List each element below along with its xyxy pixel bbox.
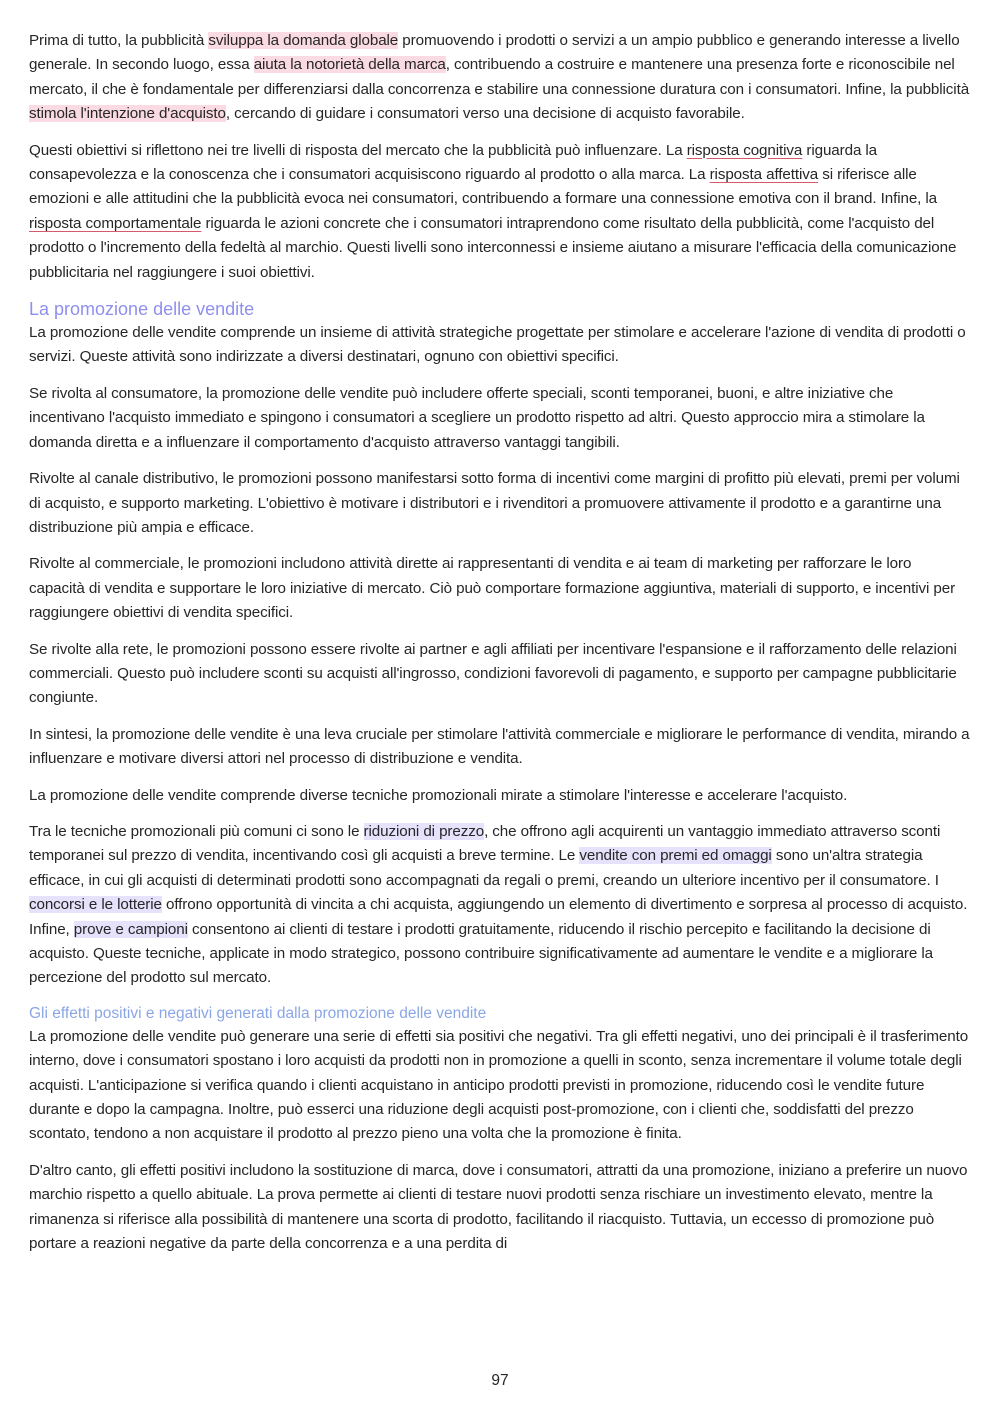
paragraph-negative-effects: La promozione delle vendite può generare una serie di effetti sia positivi che negativi. Tra gli effetti negativi, uno dei principali è il trasferimento interno, dove i consumatori spostano i loro acquisti da prodotti non in promozione a quelli in sconto, senza incrementare il volume totale degli acquisti. L'anticipazione si verifica quando i clienti acquistano in anticipo prodotti previsti in promozione, riducendo così le vendite future durante e dopo la campagna. Inoltre, può esserci una riduzione degli acquisti post-promozione, con i clienti che, soddisfatti del prezzo scontato, tendono a non acquistare il prodotto al prezzo pieno una volta che la promozione è finita. <box>29 1027 969 1143</box>
highlight-contests-lotteries: concorsi e le lotterie <box>29 896 162 914</box>
text-run: Prima di tutto, la pubblicità <box>29 32 209 49</box>
heading-effects: Gli effetti positivi e negativi generati dalla promozione delle vendite <box>29 1004 487 1022</box>
paragraph-summary: In sintesi, la promozione delle vendite è una leva cruciale per stimolare l'attività commerciale e migliorare le performance di vendita, mirando a influenzare e motivare diversi attori nel processo di distribuzione e vendita. <box>29 725 970 768</box>
underline-affective-response: risposta affettiva <box>709 166 819 184</box>
paragraph-distribution-channel: Rivolte al canale distributivo, le promozioni possono manifestarsi sotto forma di incentivi come margini di profitto più elevati, premi per volumi di acquisto, e supporto marketing. L'obiettivo è motivare i distributori e i rivenditori a promuovere attivamente il prodotto e a garantirne una distribuzione più ampia e efficace. <box>29 470 960 536</box>
highlight-trials-samples: prove e campioni <box>73 920 188 938</box>
text-run: , cercando di guidare i consumatori verso una decisione di acquisto favorabile. <box>225 105 745 123</box>
paragraph-techniques-intro: La promozione delle vendite comprende diverse tecniche promozionali mirate a stimolare l'interesse e accelerare l'acquisto. <box>29 786 848 804</box>
text-run: sono un'altra strategia efficace, in cui gli acquisti di determinati prodotti sono accompagnati da regali o premi, creando un ulteriore incentivo per il consumatore. I <box>29 847 939 889</box>
highlight-purchase-intention: stimola l'intenzione d'acquisto <box>29 105 226 123</box>
text-run: Questi obiettivi si riflettono nei tre livelli di risposta del mercato che la pubblicità può influenzare. La <box>29 141 687 159</box>
paragraph-consumer: Se rivolta al consumatore, la promozione delle vendite può includere offerte speciali, sconti temporanei, buoni, e altre iniziative che incentivano l'acquisto immediato e spingono i consumatori a scegliere un prodotto rispetto ad altri. Questo approccio mira a stimolare la domanda diretta e a influenzare il comportamento d'acquisto attraverso vantaggi tangibili. <box>29 384 925 451</box>
paragraph-sales-promotion-intro: La promozione delle vendite comprende un insieme di attività strategiche progettate per stimolare e accelerare l'azione di vendita di prodotti o servizi. Queste attività sono indirizzate a diversi destinatari, ognuno con obiettivi specifici. <box>29 324 966 366</box>
page-number: 97 <box>491 1372 509 1389</box>
text-run: riguarda le azioni concrete che i consumatori intraprendono come risultato della pubblicità, come l'acquisto del prodotto o l'incremento della fedeltà al marchio. Questi livelli sono interconnessi e insieme aiutano a misurare l'efficacia della comunicazione pubblicitaria nel raggiungere i suoi obiettivi. <box>29 214 957 281</box>
paragraph-sales-force: Rivolte al commerciale, le promozioni includono attività dirette ai rappresentanti di vendita e ai team di marketing per rafforzare le loro capacità di vendita e supportare le loro iniziative di mercato. Ciò può comportare formazione aggiuntiva, materiali di supporto, e incentivi per raggiungere obiettivi di vendita specifici. <box>29 555 956 622</box>
text-run: riguarda la consapevolezza e la conoscenza che i consumatori acquisiscono riguardo al prodotto o alla marca. La <box>29 141 878 184</box>
highlight-brand-awareness: aiuta la notorietà della marca <box>253 56 446 74</box>
text-run: consentono ai clienti di testare i prodotti gratuitamente, riducendo il rischio percepito e facilitando la decisione di acquisto. Queste tecniche, applicate in modo strategico, possono contribuire significativamente ad aumentare le vendite e a migliorare la percezione del prodotto sul mercato. <box>29 920 933 987</box>
text-run: promuovendo i prodotti o servizi a un ampio pubblico e generando interesse a livello generale. In secondo luogo, essa <box>29 32 960 74</box>
paragraph-network: Se rivolte alla rete, le promozioni possono essere rivolte ai partner e agli affiliati per incentivare l'espansione e il rafforzamento delle relazioni commerciali. Questo può includere sconti su acquisti all'ingrosso, condizioni favorevoli di pagamento, e supporto per campagne pubblicitarie congiunte. <box>29 640 957 707</box>
heading-sales-promotion: La promozione delle vendite <box>29 299 255 320</box>
paragraph-response-levels <box>29 139 971 285</box>
text-run: offrono opportunità di vincita a chi acquista, aggiungendo un elemento di divertimento e sorpresa al processo di acquisto. Infine, <box>29 896 968 938</box>
text-run: , contribuendo a costruire e mantenere una presenza forte e riconoscibile nel mercato, il che è fondamentale per differenziarsi dalla concorrenza e stabilire una connessione duratura con i consumatori. Infine, la pubblicità <box>29 56 970 98</box>
highlight-premiums-gifts: vendite con premi ed omaggi <box>579 847 772 865</box>
highlight-global-demand: sviluppa la domanda globale <box>208 32 399 49</box>
highlight-price-reductions: riduzioni di prezzo <box>363 822 485 840</box>
text-run: Tra le tecniche promozionali più comuni ci sono le <box>29 822 364 840</box>
paragraph-advertising-objectives <box>29 29 971 127</box>
paragraph-positive-effects: D'altro canto, gli effetti positivi includono la sostituzione di marca, dove i consumatori, attratti da una promozione, iniziano a preferire un nuovo marchio rispetto a quello abituale. La prova permette ai clienti di testare nuovi prodotti senza rischiare un investimento elevato, mentre la rimanenza si riferisce alla possibilità di mantenere una scorta di prodotto, facilitando il riacquisto. Tuttavia, un eccesso di promozione può portare a reazioni negative da parte della concorrenza e a una perdita di <box>29 1161 968 1253</box>
paragraph-techniques <box>29 820 971 991</box>
underline-behavioral-response: risposta comportamentale <box>29 214 202 232</box>
underline-cognitive-response: risposta cognitiva <box>686 141 803 159</box>
text-run: si riferisce alle emozioni e alle attitudini che la pubblicità evoca nei consumatori, contribuendo a formare una connessione emotiva con il brand. Infine, la <box>29 166 938 208</box>
text-run: , che offrono agli acquirenti un vantaggio immediato attraverso sconti temporanei sul prezzo di vendita, incentivando così gli acquisti a breve termine. Le <box>29 822 941 865</box>
